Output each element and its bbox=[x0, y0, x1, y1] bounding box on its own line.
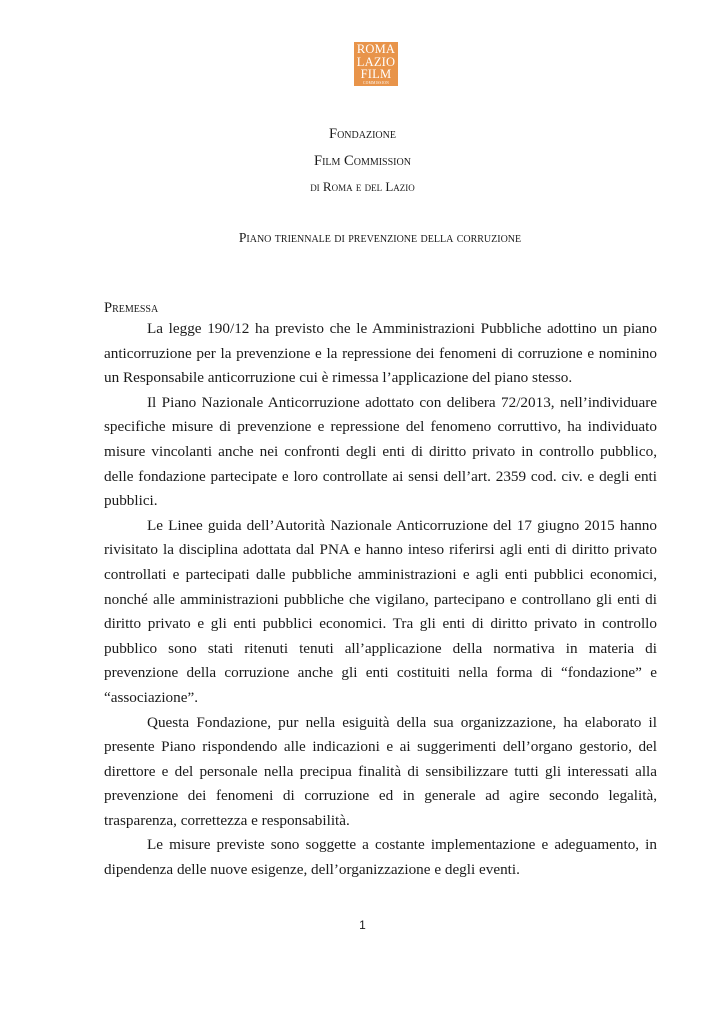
logo-line-roma: ROMA bbox=[356, 42, 396, 56]
roma-lazio-film-commission-logo bbox=[354, 42, 398, 86]
body-paragraph-2: Il Piano Nazionale Anticorruzione adottato con delibera 72/2013, nell’individuare specifiche misure di prevenzione e repressione del fenomeno corruttivo, ha individuato misure vincolanti anche nei confronti degli enti di diritto privato in controllo pubblico, delle fondazione partecipate e loro controllate ai sensi dell’art. 2359 cod. civ. e degli enti pubblici. bbox=[104, 393, 657, 510]
logo-line-lazio: LAZIO bbox=[356, 54, 396, 69]
section-title-premessa: Premessa bbox=[104, 300, 159, 316]
document-body bbox=[104, 317, 657, 883]
header-film-commission: Film Commission bbox=[314, 153, 411, 169]
page-number: 1 bbox=[359, 918, 366, 932]
body-paragraph-3: Le Linee guida dell’Autorità Nazionale Anticorruzione del 17 giugno 2015 hanno rivisitato la disciplina adottata dal PNA e hanno inteso riferirsi agli enti di diritto privato controllati e partecipati dalle pubbliche amministrazioni e agli enti pubblici economici, nonché alle amministrazioni pubbliche che vigilano, partecipano e controllano gli enti di diritto privato e gli enti pubblici economici. Tra gli enti di diritto privato in controllo pubblico sono stati ritenuti tenuti all’applicazione della normativa in materia di prevenzione della corruzione anche gli enti costituiti nella forma di “fondazione” e “associazione”. bbox=[104, 516, 657, 706]
header-roma-lazio: di Roma e del Lazio bbox=[310, 179, 415, 194]
body-paragraph-4: Questa Fondazione, pur nella esiguità della sua organizzazione, ha elaborato il presente Piano rispondendo alle indicazioni e ai suggerimenti dell’organo gestorio, del direttore e del personale nella precipua finalità di sensibilizzare tutti gli interessati alla prevenzione dei fenomeni di corruzione ed in generale ad agire secondo legalità, trasparenza, correttezza e responsabilità. bbox=[104, 713, 657, 829]
header-fondazione: Fondazione bbox=[329, 126, 396, 142]
body-paragraph-1: La legge 190/12 ha previsto che le Amministrazioni Pubbliche adottino un piano anticorruzione per la prevenzione e la repressione dei fenomeni di corruzione e nominino un Responsabile anticorruzione cui è rimessa l’applicazione del piano stesso. bbox=[104, 320, 657, 387]
logo-line-film: FILM bbox=[360, 67, 392, 81]
logo-subtitle: COMMISSION bbox=[363, 80, 389, 85]
body-paragraph-5: Le misure previste sono soggette a costante implementazione e adeguamento, in dipendenza delle nuove esigenze, dell’organizzazione e degli eventi. bbox=[104, 836, 657, 879]
document-title: Piano triennale di prevenzione della corruzione bbox=[238, 230, 522, 245]
